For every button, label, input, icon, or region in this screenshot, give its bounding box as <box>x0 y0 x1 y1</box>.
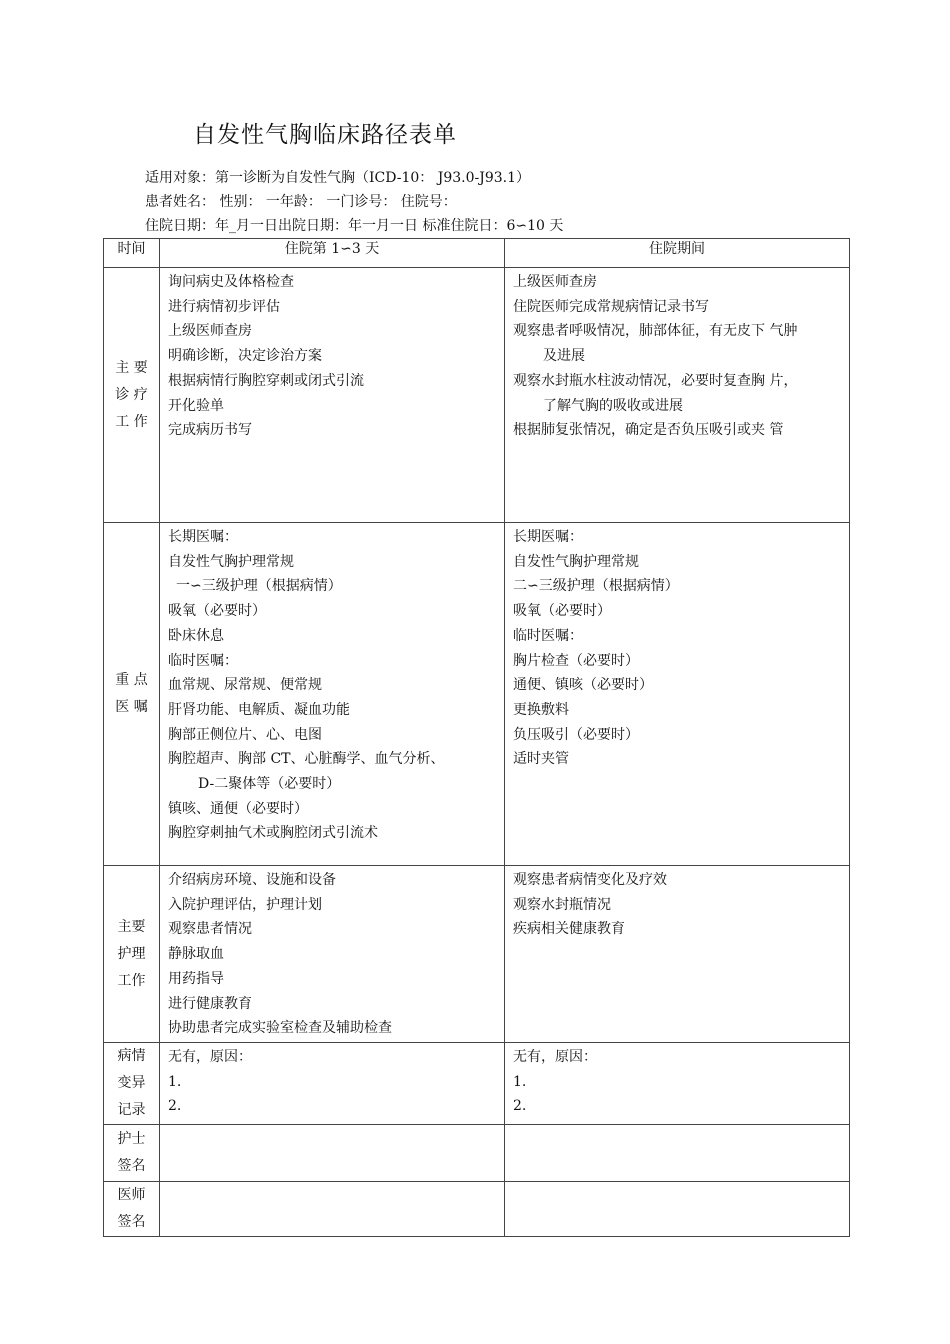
list-item: 胸部正侧位片、心、电图 <box>168 726 322 743</box>
list-item: 上级医师查房 <box>513 274 597 290</box>
row-label-doctor-signature <box>104 1182 160 1237</box>
row-label-line: 医 嘱 <box>115 699 148 715</box>
cell-key-orders-stay <box>505 523 850 866</box>
patient-info-line: 患者姓名： 性别： 一年龄： 一门诊号： 住院号： <box>145 194 457 210</box>
list-item-continuation: 了解气胸的吸收或进展 <box>543 397 683 414</box>
list-item: 开化验单 <box>168 397 224 414</box>
list-item: 长期医嘱： <box>513 529 583 545</box>
list-item: 观察患者病情变化及疗效 <box>513 872 667 888</box>
row-label-line: 护理 <box>117 945 146 962</box>
table-row <box>104 1125 850 1182</box>
list-item: 吸氧（必要时） <box>513 603 611 620</box>
applicable-subject: 适用对象：第一诊断为自发性气胸（ICD-10： J93.0-J93.1） <box>145 170 531 186</box>
list-item: 胸片检查（必要时） <box>513 652 639 669</box>
table-row <box>104 866 850 1043</box>
list-item: 通便、镇咳（必要时） <box>513 677 653 694</box>
list-item: 1. <box>168 1073 182 1090</box>
list-item: 更换敷料 <box>513 701 569 718</box>
list-item: 住院医师完成常规病情记录书写 <box>513 298 709 315</box>
list-item: 介绍病房环境、设施和设备 <box>168 872 336 888</box>
row-label-key-orders <box>104 523 160 866</box>
list-item: 无有，原因： <box>168 1049 252 1065</box>
list-item: 询问病史及体格检查 <box>168 274 294 290</box>
doctor-signature-stay[interactable] <box>505 1182 850 1237</box>
list-item: 肝肾功能、电解质、凝血功能 <box>168 701 350 718</box>
cell-main-treatment-day1-3 <box>160 268 505 523</box>
clinical-pathway-table <box>103 238 850 1237</box>
list-item: 镇咳、通便（必要时） <box>168 800 308 817</box>
header-time: 时间 <box>104 239 160 268</box>
list-item: 吸氧（必要时） <box>168 603 266 620</box>
list-item: 观察患者情况 <box>168 921 252 938</box>
cell-main-treatment-stay <box>505 268 850 523</box>
header-stay: 住院期间 <box>505 239 850 268</box>
list-item: 进行病情初步评估 <box>168 298 280 315</box>
list-item: 根据病情行胸腔穿刺或闭式引流 <box>168 372 364 389</box>
row-label-line: 主 要 <box>115 359 148 376</box>
list-item: 协助患者完成实验室检查及辅助检查 <box>168 1020 392 1037</box>
cell-key-orders-day1-3 <box>160 523 505 866</box>
list-item: 根据肺复张情况，确定是否负压吸引或夹 管 <box>513 422 784 439</box>
nurse-signature-day1-3[interactable] <box>160 1125 505 1182</box>
list-item: 自发性气胸护理常规 <box>513 553 639 570</box>
list-item: 卧床休息 <box>168 627 224 644</box>
row-label-nursing-work <box>104 866 160 1043</box>
list-item: 进行健康教育 <box>168 995 252 1012</box>
cell-variation-day1-3 <box>160 1043 505 1125</box>
row-label-main-treatment <box>104 268 160 523</box>
list-item: 疾病相关健康教育 <box>513 921 625 938</box>
cell-nursing-day1-3 <box>160 866 505 1043</box>
list-item: 一∽三级护理（根据病情） <box>176 578 342 595</box>
table-row <box>104 1043 850 1125</box>
list-item: 2. <box>168 1098 182 1115</box>
list-item: 血常规、尿常规、便常规 <box>168 677 322 694</box>
list-item: 无有，原因： <box>513 1049 597 1065</box>
list-item: 静脉取血 <box>168 946 224 963</box>
list-item: 胸腔超声、胸部 CT、心脏酶学、血气分析、 <box>168 751 445 768</box>
list-item: 观察水封瓶情况 <box>513 896 611 913</box>
hospital-dates-line: 住院日期：年_月一日出院日期：年一月一日 标准住院日：6∽10 天 <box>145 218 564 234</box>
row-label-line: 主要 <box>117 918 146 935</box>
list-item: 观察患者呼吸情况，肺部体征，有无皮下 气肿 <box>513 323 798 340</box>
header-row <box>104 239 850 268</box>
list-item: 适时夹管 <box>513 751 569 768</box>
header-day1-3: 住院第 1∽3 天 <box>160 239 505 268</box>
cell-nursing-stay <box>505 866 850 1043</box>
list-item-continuation: D-二聚体等（必要时） <box>198 776 341 793</box>
list-item: 二∽三级护理（根据病情） <box>513 578 679 595</box>
row-label-line: 重 点 <box>115 672 148 688</box>
row-label-line: 变异 <box>117 1075 146 1091</box>
row-label-line: 病情 <box>117 1048 146 1064</box>
row-label-line: 医师 <box>117 1187 146 1203</box>
list-item: 自发性气胸护理常规 <box>168 553 294 570</box>
page-title: 自发性气胸临床路径表单 <box>193 122 457 148</box>
table-row <box>104 1182 850 1237</box>
list-item: 临时医嘱： <box>168 652 238 669</box>
list-item-continuation: 及进展 <box>543 348 585 365</box>
list-item: 入院护理评估，护理计划 <box>168 896 322 913</box>
list-item: 上级医师查房 <box>168 323 252 340</box>
list-item: 用药指导 <box>168 970 224 987</box>
list-item: 观察水封瓶水柱波动情况，必要时复查胸 片， <box>513 372 798 389</box>
row-label-line: 工作 <box>117 972 146 989</box>
list-item: 长期医嘱： <box>168 529 238 545</box>
list-item: 负压吸引（必要时） <box>513 726 639 743</box>
table-row <box>104 523 850 866</box>
list-item: 临时医嘱： <box>513 627 583 644</box>
list-item: 胸腔穿刺抽气术或胸腔闭式引流术 <box>168 825 378 842</box>
row-label-variation <box>104 1043 160 1125</box>
row-label-line: 护士 <box>117 1131 146 1147</box>
list-item: 2. <box>513 1098 527 1115</box>
cell-variation-stay <box>505 1043 850 1125</box>
list-item: 完成病历书写 <box>168 422 252 439</box>
list-item: 1. <box>513 1073 527 1090</box>
table-row <box>104 268 850 523</box>
list-item: 明确诊断，决定诊治方案 <box>168 348 322 365</box>
row-label-line: 签名 <box>117 1158 146 1174</box>
nurse-signature-stay[interactable] <box>505 1125 850 1182</box>
row-label-line: 签名 <box>117 1214 146 1230</box>
row-label-line: 诊 疗 <box>115 386 148 403</box>
doctor-signature-day1-3[interactable] <box>160 1182 505 1237</box>
row-label-nurse-signature <box>104 1125 160 1182</box>
row-label-line: 记录 <box>117 1102 146 1118</box>
row-label-line: 工 作 <box>115 413 148 430</box>
